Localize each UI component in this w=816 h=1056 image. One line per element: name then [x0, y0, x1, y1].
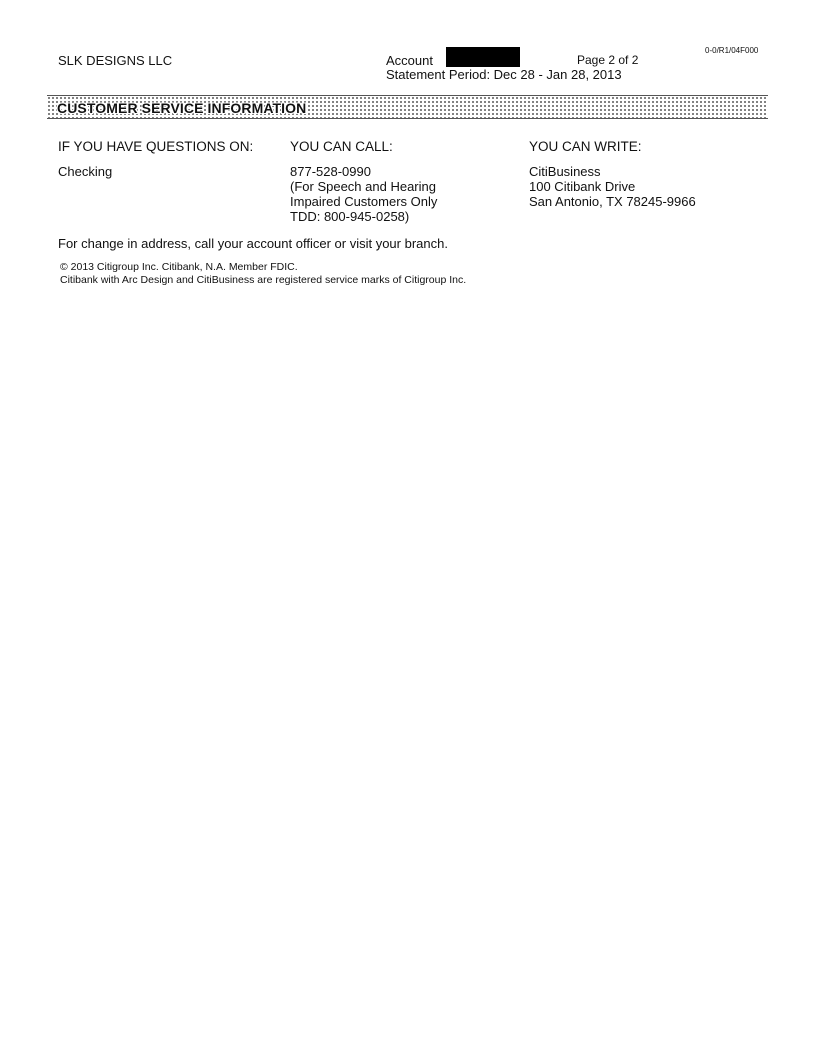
- account-number-redaction: [446, 47, 520, 67]
- copyright-notice: © 2013 Citigroup Inc. Citibank, N.A. Member FDIC.: [60, 261, 298, 273]
- address-change-note: For change in address, call your account officer or visit your branch.: [58, 236, 448, 251]
- questions-column-heading: IF YOU HAVE QUESTIONS ON:: [58, 139, 254, 154]
- write-cell: [529, 164, 696, 209]
- mail-city-state-zip: San Antonio, TX 78245-9966: [529, 194, 696, 209]
- tdd-number: TDD: 800-945-0258): [290, 209, 410, 224]
- section-header-bar: [47, 95, 768, 119]
- trademark-notice: Citibank with Arc Design and CitiBusiness are registered service marks of Citigroup Inc.: [60, 274, 467, 286]
- topic-checking: Checking: [58, 164, 113, 179]
- form-code: 0-0/R1/04F000: [705, 46, 759, 55]
- call-cell: [290, 164, 437, 224]
- page-number: Page 2 of 2: [577, 53, 639, 67]
- phone-number: 877-528-0990: [290, 164, 371, 179]
- write-column-heading: YOU CAN WRITE:: [529, 139, 642, 154]
- mail-street: 100 Citibank Drive: [529, 179, 636, 194]
- call-column-heading: YOU CAN CALL:: [290, 139, 393, 154]
- company-name: SLK DESIGNS LLC: [58, 53, 173, 68]
- account-label: Account: [386, 53, 433, 68]
- section-title: CUSTOMER SERVICE INFORMATION: [57, 100, 307, 116]
- mail-recipient: CitiBusiness: [529, 164, 601, 179]
- topic-cell: [58, 164, 112, 179]
- impaired-customers-note: Impaired Customers Only: [290, 194, 438, 209]
- statement-period: Statement Period: Dec 28 - Jan 28, 2013: [386, 67, 622, 82]
- speech-hearing-note: (For Speech and Hearing: [290, 179, 436, 194]
